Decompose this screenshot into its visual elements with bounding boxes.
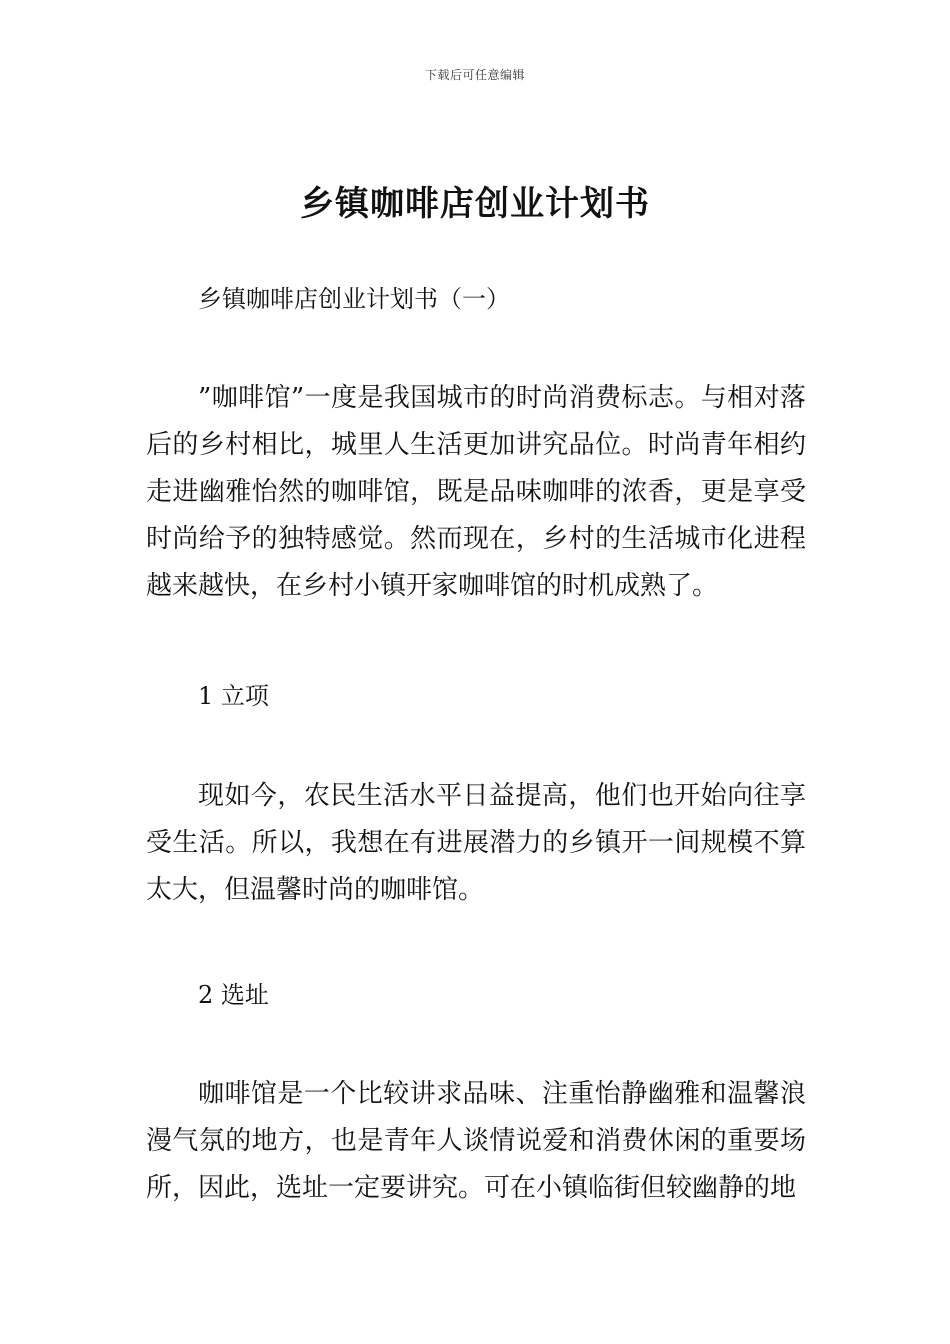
document-subtitle: 乡镇咖啡店创业计划书（一） (198, 285, 510, 313)
location-paragraph: 咖啡馆是一个比较讲求品味、注重怡静幽雅和温馨浪漫气氛的地方，也是青年人谈情说爱和消费休闲的重要场所，因此，选址一定要讲究。可在小镇临街但较幽静的地 (146, 1079, 806, 1203)
section-heading-project: 1 立项 (198, 682, 269, 710)
header-note: 下载后可任意编辑 (424, 68, 525, 82)
intro-paragraph: ”咖啡馆”一度是我国城市的时尚消费标志。与相对落后的乡村相比，城里人生活更加讲究品位。时尚青年相约走进幽雅怡然的咖啡馆，既是品味咖啡的浓香，更是享受时尚给予的独特感觉。然而现在，乡村的生活城市化进程越来越快，在乡村小镇开家咖啡馆的时机成熟了。 (146, 383, 806, 601)
section-heading-location: 2 选址 (198, 981, 269, 1009)
document-title: 乡镇咖啡店创业计划书 (300, 184, 650, 224)
project-paragraph: 现如今，农民生活水平日益提高，他们也开始向往享受生活。所以，我想在有进展潜力的乡镇开一间规模不算太大，但温馨时尚的咖啡馆。 (146, 781, 806, 905)
